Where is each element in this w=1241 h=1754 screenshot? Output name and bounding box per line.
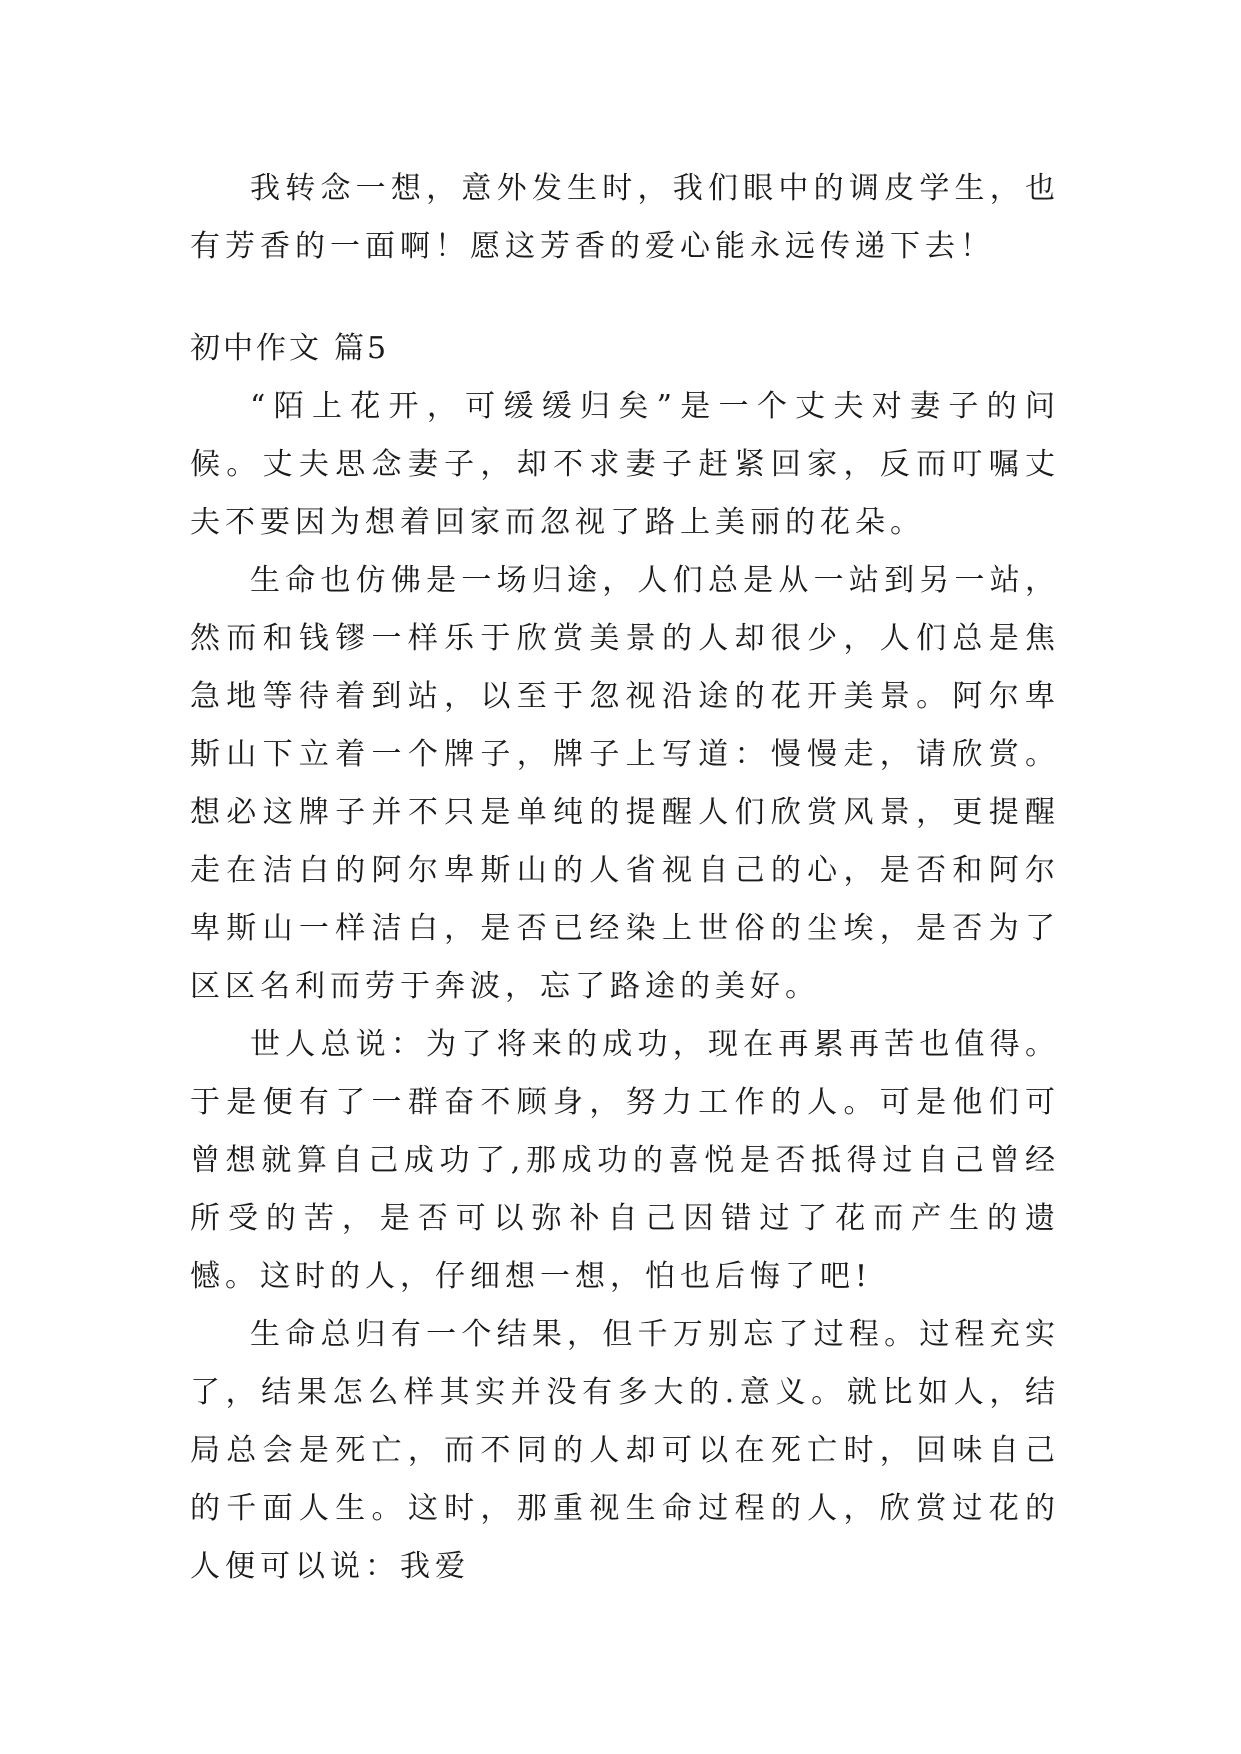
paragraph-1: “陌上花开，可缓缓归矣”是一个丈夫对妻子的问候。丈夫思念妻子，却不求妻子赶紧回家，反而叮嘱丈夫不要因为想着回家而忽视了路上美丽的花朵。 bbox=[190, 389, 1060, 540]
section-heading-title: 初中作文 bbox=[190, 331, 322, 366]
paragraph-2: 生命也仿佛是一场归途，人们总是从一站到另一站，然而和钱镠一样乐于欣赏美景的人却很少，人们总是焦急地等待着到站，以至于忽视沿途的花开美景。阿尔卑斯山下立着一个牌子，牌子上写道：慢慢走，请欣赏。想必这牌子并不只是单纯的提醒人们欣赏风景，更提醒走在洁白的阿尔卑斯山的人省视自己的心，是否和阿尔卑斯山一样洁白，是否已经染上世俗的尘埃，是否为了区区名利而劳于奔波，忘了路途的美好。 bbox=[190, 563, 1060, 1004]
paragraph-intro: 我转念一想，意外发生时，我们眼中的调皮学生，也有芳香的一面啊！愿这芳香的爱心能永远传递下去！ bbox=[190, 171, 1060, 264]
paragraph-3: 世人总说：为了将来的成功，现在再累再苦也值得。于是便有了一群奋不顾身，努力工作的人。可是他们可曾想就算自己成功了,那成功的喜悦是否抵得过自己曾经所受的苦，是否可以弥补自己因错过了花而产生的遗憾。这时的人，仔细想一想，怕也后悔了吧! bbox=[190, 1027, 1060, 1294]
section-heading-label: 篇5 bbox=[334, 331, 390, 366]
document-content bbox=[190, 160, 1060, 1596]
section-heading bbox=[190, 320, 1060, 378]
paragraph-4: 生命总归有一个结果，但千万别忘了过程。过程充实了，结果怎么样其实并没有多大的.意义。就比如人，结局总会是死亡，而不同的人却可以在死亡时，回味自己的千面人生。这时，那重视生命过程的人，欣赏过花的人便可以说：我爱 bbox=[190, 1317, 1060, 1584]
